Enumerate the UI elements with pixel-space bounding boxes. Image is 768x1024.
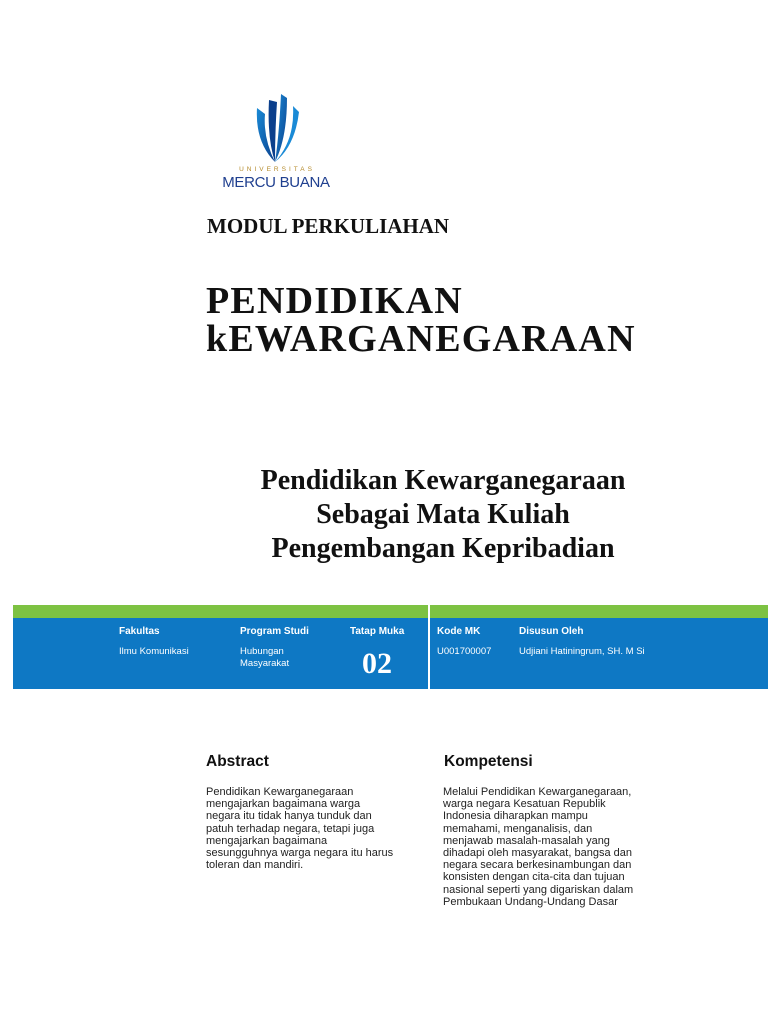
subtitle-line1: Pendidikan Kewarganegaraan xyxy=(260,465,626,496)
subtitle-line2: Sebagai Mata Kuliah xyxy=(316,499,570,530)
abstract-body xyxy=(206,786,436,871)
kompetensi-body xyxy=(443,786,683,908)
abstract-line: Pendidikan Kewarganegaraan xyxy=(206,786,354,798)
kompetensi-title: Kompetensi xyxy=(444,753,533,770)
abstract-line: mengajarkan bagaimana xyxy=(206,834,328,847)
value-program-studi-line2: Masyarakat xyxy=(240,658,290,669)
abstract-line: sesungguhnya warga negara itu harus xyxy=(206,847,394,860)
header-tatap-muka: Tatap Muka xyxy=(350,626,405,637)
header-fakultas: Fakultas xyxy=(119,626,160,637)
modul-label: MODUL PERKULIAHAN xyxy=(207,214,450,238)
kompetensi-line: dihadapi oleh masyarakat, bangsa dan xyxy=(443,847,632,860)
course-title-line2: kEWARGANEGARAAN xyxy=(206,318,636,360)
value-program-studi-line1: Hubungan xyxy=(240,646,284,657)
university-logo xyxy=(205,86,345,196)
info-band-divider xyxy=(428,605,430,689)
kompetensi-line: Indonesia diharapkan mampu xyxy=(443,810,588,823)
mercu-buana-emblem-icon xyxy=(205,86,345,166)
value-tatap-muka: 02 xyxy=(362,647,392,680)
course-title xyxy=(206,282,636,358)
subtitle-line3: Pengembangan Kepribadian xyxy=(271,533,615,564)
kompetensi-line: nasional seperti yang digariskan dalam xyxy=(443,883,634,896)
abstract-line: toleran dan mandiri. xyxy=(206,859,304,872)
header-program-studi: Program Studi xyxy=(240,626,309,637)
kompetensi-line: warga negara Kesatuan Republik xyxy=(443,798,606,811)
module-subtitle xyxy=(190,464,696,566)
kompetensi-line: konsisten dengan cita-cita dan tujuan xyxy=(443,871,625,884)
abstract-line: negara itu tidak hanya tunduk dan xyxy=(206,810,372,823)
header-kode-mk: Kode MK xyxy=(437,626,481,637)
info-band-green-strip xyxy=(13,605,768,618)
value-disusun-oleh: Udjiani Hatiningrum, SH. M Si xyxy=(519,646,645,657)
abstract-line: patuh terhadap negara, tetapi juga xyxy=(206,822,375,835)
course-title-line1: PENDIDIKAN xyxy=(206,280,463,322)
abstract-line: mengajarkan bagaimana warga xyxy=(206,798,361,811)
kompetensi-line: menjawab masalah-masalah yang xyxy=(443,834,610,847)
value-kode-mk: U001700007 xyxy=(437,646,492,657)
abstract-title: Abstract xyxy=(206,753,269,770)
logo-text-universitas: UNIVERSITAS xyxy=(239,166,315,173)
logo-text-mercu-buana: MERCU BUANA xyxy=(222,174,330,191)
kompetensi-line: memahami, menganalisis, dan xyxy=(443,822,593,835)
header-disusun-oleh: Disusun Oleh xyxy=(519,626,584,637)
kompetensi-line: Pembukaan Undang-Undang Dasar xyxy=(443,895,618,908)
kompetensi-line: Melalui Pendidikan Kewarganegaraan, xyxy=(443,786,632,798)
kompetensi-line: negara secara berkesinambungan dan xyxy=(443,859,632,872)
value-fakultas: Ilmu Komunikasi xyxy=(119,646,189,657)
